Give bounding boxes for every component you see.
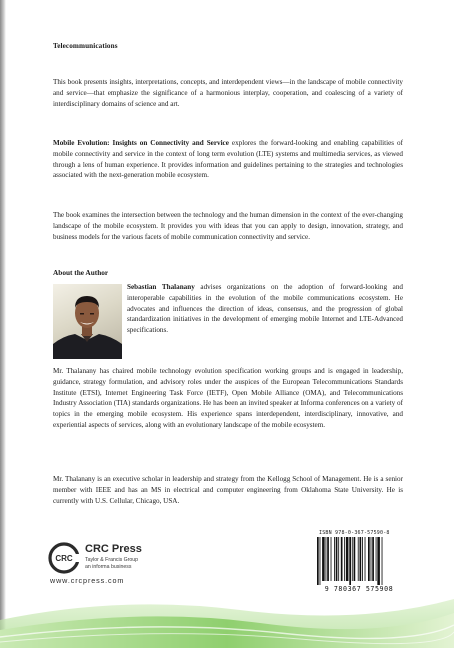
publisher-url: www.crcpress.com xyxy=(50,576,125,585)
about-author-heading: About the Author xyxy=(53,268,109,277)
category-label: Telecommunications xyxy=(53,42,118,50)
isbn-label: ISBN 978-0-367-57590-8 xyxy=(319,530,390,536)
barcode-bar xyxy=(344,537,345,581)
description-paragraph-2-text: explores the forward-looking and enabling capabilities of mobile connectivity and service in the context of long term evolution (LTE) systems and multimedia services, as viewed through a lens of human experience. It provides information and guidelines pertaining to the strategies and technologies associated with the next-generation mobile ecosystem. xyxy=(53,139,403,180)
crc-logo-mark-icon xyxy=(48,542,80,574)
category-header xyxy=(53,42,403,50)
barcode-bar xyxy=(354,537,356,581)
barcode-bar xyxy=(368,537,370,581)
barcode-bar xyxy=(334,537,335,581)
barcode-bar xyxy=(376,537,377,581)
book-title-inline: Mobile Evolution: Insights on Connectivity and Service xyxy=(53,139,229,147)
barcode-bar xyxy=(327,537,329,581)
barcode-bar xyxy=(382,537,383,585)
description-paragraph-3: The book examines the intersection between the technology and the human dimension in the context of the ever-changing landscape of the mobile ecosystem. It provides you with ideas that you can apply to design, innovation, strategy, and business models for the various facets of mobile communication connectivity and service. xyxy=(53,211,403,241)
barcode-digits: 9 780367 575908 xyxy=(324,585,394,593)
author-bio-paragraph-1 xyxy=(127,282,403,336)
barcode-bars xyxy=(313,537,405,585)
author-bio-paragraph-3: Mr. Thalanany is an executive scholar in leadership and strategy from the Kellogg School of Management. He is a senior member with IEEE and has an MS in electrical and computer engineering from Oklahoma State University. He is currently with U.S. Cellular, Chicago, USA. xyxy=(53,475,403,505)
decorative-green-wave xyxy=(0,585,454,648)
publisher-name: CRC Press xyxy=(85,543,142,555)
barcode-bar xyxy=(377,537,380,585)
barcode-bar xyxy=(341,537,343,581)
author-photo xyxy=(53,284,122,359)
barcode-bar xyxy=(349,537,351,585)
barcode-bar xyxy=(338,537,339,581)
author-bio-paragraph-1-text: advises organizations on the adoption of forward-looking and interoperable capabilities in the evolution of the mobile communications ecosystem. He advocates and influences the direction of ideas, consensus, and the progression of global standardization initiatives in the development of emerging mobile Internet and LTE-Advanced specifications. xyxy=(127,283,403,335)
barcode-bar xyxy=(336,537,338,581)
author-bio-paragraph-2: Mr. Thalanany has chaired mobile technology evolution specification working groups and is engaged in leadership, guidance, strategy formulation, and advisory roles under the auspices of the European Telecommunications Standards Institute (ETSI), Internet Engineering Task Force (IETF), Open Mobile Alliance (OMA), and Telecommunications Industry Association (TIA) standards organizations. He has been an invited speaker at Informa conferences on a variety of topics in the emerging mobile ecosystem. His experience spans interdependent, interdisciplinary, innovative, and experiential aspects of services, along with an evolutionary landscape of the mobile ecosystem. xyxy=(53,367,403,429)
author-name: Sebastian Thalanany xyxy=(127,283,195,291)
barcode-bar xyxy=(326,537,327,581)
left-edge-shadow xyxy=(0,0,6,648)
barcode-bar xyxy=(358,537,359,581)
publisher-tagline: an informa business xyxy=(85,563,132,570)
barcode-bar xyxy=(331,537,332,581)
barcode-bar xyxy=(320,537,321,585)
description-paragraph-1: This book presents insights, interpretations, concepts, and interdependent views—in the landscape of mobile connectivity and service—that emphasize the significance of a harmonious interplay, cooperation, and coalescing of a variety of interdisciplinary domains of science and art. xyxy=(53,78,403,108)
crc-logo-mark-text: CRC xyxy=(55,554,73,563)
publisher-subline xyxy=(85,557,138,570)
barcode-bar xyxy=(352,537,353,581)
publisher-logo xyxy=(48,540,168,588)
barcode-bar xyxy=(372,537,374,581)
description-paragraph-2 xyxy=(53,138,403,181)
barcode-bar xyxy=(362,537,363,581)
barcode-bar xyxy=(322,537,325,581)
barcode-bar xyxy=(317,537,319,585)
barcode-bar xyxy=(371,537,372,581)
barcode-bar xyxy=(360,537,362,581)
barcode-bar xyxy=(346,537,349,581)
barcode-bar xyxy=(365,537,366,581)
publisher-group: Taylor & Francis Group xyxy=(85,557,139,563)
